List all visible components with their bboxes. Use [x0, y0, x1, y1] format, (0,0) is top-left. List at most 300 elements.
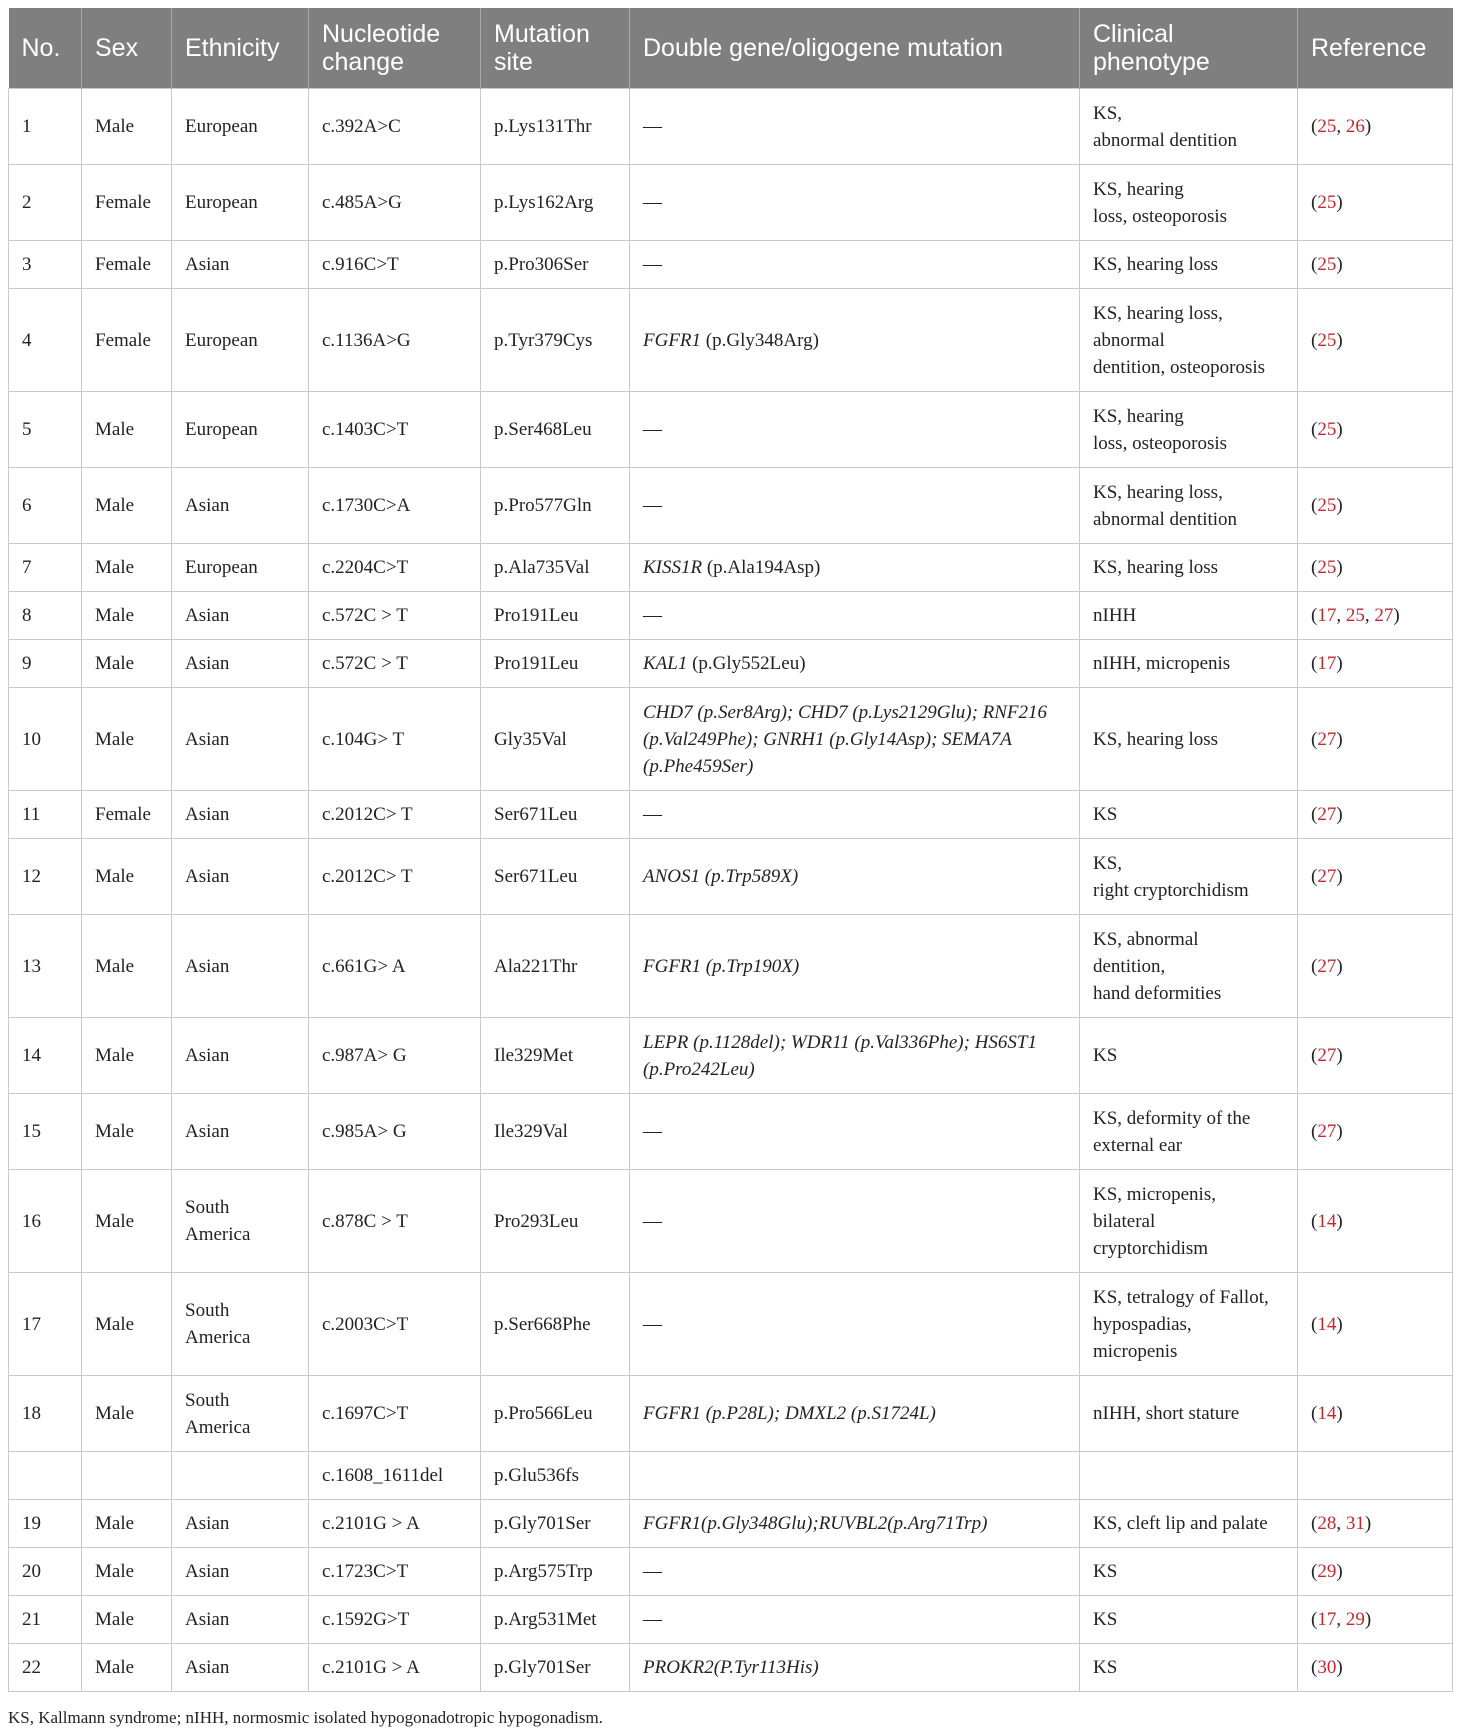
- reference-link[interactable]: 27: [1317, 728, 1337, 750]
- reference-link[interactable]: 25: [1317, 116, 1337, 137]
- cell-sex: Male: [82, 1644, 172, 1692]
- gene-mutation-text: KAL1: [643, 653, 688, 674]
- cell-ethnicity: Asian: [172, 1548, 309, 1596]
- mutation-text: (p.Gly348Arg): [701, 329, 819, 351]
- cell-clinical-phenotype: [1080, 1452, 1298, 1500]
- cell-reference: (29): [1298, 1548, 1453, 1596]
- table-row: [9, 1376, 1453, 1452]
- gene-mutation-text: CHD7 (p.Ser8Arg); CHD7 (p.Lys2129Glu); RNF216 (p.Val249Phe); GNRH1 (p.Gly14Asp); SEMA7A (p.Phe459Ser): [643, 701, 1048, 777]
- cell-sex: Male: [82, 1596, 172, 1644]
- cell-ethnicity: Asian: [172, 468, 309, 544]
- cell-nucleotide-change: c.661G> A: [309, 915, 481, 1018]
- phenotype-line: KS, hearing: [1093, 178, 1184, 200]
- cell-double-gene-mutation: [630, 392, 1080, 468]
- cell-ethnicity: Asian: [172, 791, 309, 839]
- cell-no: 3: [9, 241, 82, 289]
- mutation-table: [8, 8, 1453, 1692]
- cell-reference: (14): [1298, 1273, 1453, 1376]
- table-row: [9, 640, 1453, 688]
- cell-clinical-phenotype: [1080, 688, 1298, 791]
- cell-double-gene-mutation: [630, 1018, 1080, 1094]
- cell-no: 12: [9, 839, 82, 915]
- cell-mutation-site: Ala221Thr: [481, 915, 630, 1018]
- mutation-text: —: [643, 1210, 662, 1232]
- cell-reference: (17, 25, 27): [1298, 592, 1453, 640]
- reference-link[interactable]: 14: [1317, 1313, 1337, 1335]
- cell-nucleotide-change: c.987A> G: [309, 1018, 481, 1094]
- reference-link[interactable]: 28: [1317, 1513, 1337, 1534]
- cell-reference: (27): [1298, 1018, 1453, 1094]
- cell-mutation-site: Ile329Val: [481, 1094, 630, 1170]
- phenotype-line: KS: [1093, 1609, 1118, 1630]
- phenotype-line: bilateral: [1093, 1210, 1156, 1232]
- cell-no: 19: [9, 1500, 82, 1548]
- gene-mutation-text: FGFR1: [643, 329, 702, 351]
- phenotype-line: KS, hearing loss,: [1093, 302, 1223, 324]
- cell-nucleotide-change: c.2012C> T: [309, 791, 481, 839]
- table-row: [9, 915, 1453, 1018]
- phenotype-line: nIHH, short stature: [1093, 1403, 1240, 1424]
- cell-reference: (25): [1298, 289, 1453, 392]
- table-row: [9, 241, 1453, 289]
- cell-nucleotide-change: c.878C > T: [309, 1170, 481, 1273]
- cell-mutation-site: p.Tyr379Cys: [481, 289, 630, 392]
- phenotype-line: abnormal: [1093, 329, 1165, 351]
- phenotype-line: KS: [1093, 1657, 1118, 1678]
- cell-double-gene-mutation: [630, 592, 1080, 640]
- phenotype-line: external ear: [1093, 1134, 1183, 1156]
- cell-double-gene-mutation: [630, 1644, 1080, 1692]
- cell-double-gene-mutation: [630, 1596, 1080, 1644]
- header-sex: Sex: [82, 8, 172, 89]
- phenotype-line: dentition,: [1093, 955, 1166, 977]
- reference-link[interactable]: 27: [1317, 804, 1337, 825]
- gene-mutation-text: ANOS1 (p.Trp589X): [643, 866, 799, 887]
- cell-mutation-site: Pro191Leu: [481, 592, 630, 640]
- reference-link[interactable]: 29: [1345, 1609, 1365, 1630]
- gene-mutation-text: PROKR2(P.Tyr113His): [643, 1657, 819, 1678]
- cell-no: [9, 1452, 82, 1500]
- header-mutation-site: Mutation site: [481, 8, 630, 89]
- cell-sex: Male: [82, 392, 172, 468]
- cell-ethnicity: Asian: [172, 1644, 309, 1692]
- cell-double-gene-mutation: [630, 791, 1080, 839]
- reference-link[interactable]: 25: [1345, 605, 1365, 626]
- cell-ethnicity: Asian: [172, 1018, 309, 1094]
- cell-sex: Male: [82, 1376, 172, 1452]
- cell-nucleotide-change: c.1723C>T: [309, 1548, 481, 1596]
- cell-reference: [1298, 1452, 1453, 1500]
- cell-mutation-site: Ser671Leu: [481, 791, 630, 839]
- gene-mutation-text: KISS1R: [643, 557, 703, 578]
- cell-nucleotide-change: c.916C>T: [309, 241, 481, 289]
- cell-clinical-phenotype: [1080, 289, 1298, 392]
- cell-reference: (27): [1298, 1094, 1453, 1170]
- cell-no: 14: [9, 1018, 82, 1094]
- phenotype-line: KS: [1093, 804, 1118, 825]
- reference-link[interactable]: 25: [1317, 254, 1337, 275]
- mutation-text: —: [643, 605, 662, 626]
- cell-sex: [82, 1452, 172, 1500]
- cell-mutation-site: Pro191Leu: [481, 640, 630, 688]
- cell-sex: Male: [82, 1273, 172, 1376]
- cell-sex: Male: [82, 468, 172, 544]
- table-row: [9, 1596, 1453, 1644]
- reference-link[interactable]: 27: [1317, 1121, 1337, 1142]
- table-row: [9, 289, 1453, 392]
- cell-clinical-phenotype: [1080, 915, 1298, 1018]
- cell-nucleotide-change: c.485A>G: [309, 165, 481, 241]
- table-row: [9, 544, 1453, 592]
- cell-mutation-site: Gly35Val: [481, 688, 630, 791]
- cell-clinical-phenotype: [1080, 1170, 1298, 1273]
- cell-double-gene-mutation: [630, 1094, 1080, 1170]
- cell-ethnicity: Asian: [172, 1596, 309, 1644]
- phenotype-line: micropenis: [1093, 1340, 1178, 1362]
- cell-no: 10: [9, 688, 82, 791]
- mutation-text: —: [643, 1313, 662, 1335]
- cell-double-gene-mutation: [630, 915, 1080, 1018]
- cell-reference: (25): [1298, 544, 1453, 592]
- cell-mutation-site: p.Gly701Ser: [481, 1500, 630, 1548]
- cell-nucleotide-change: c.1608_1611del: [309, 1452, 481, 1500]
- phenotype-line: hypospadias,: [1093, 1313, 1192, 1335]
- cell-clinical-phenotype: [1080, 392, 1298, 468]
- cell-reference: (27): [1298, 791, 1453, 839]
- reference-link[interactable]: 14: [1317, 1210, 1337, 1232]
- cell-double-gene-mutation: [630, 1500, 1080, 1548]
- phenotype-line: KS, tetralogy of Fallot,: [1093, 1286, 1269, 1308]
- table-row: [9, 1094, 1453, 1170]
- cell-nucleotide-change: c.1697C>T: [309, 1376, 481, 1452]
- header-clinical-phenotype: Clinical phenotype: [1080, 8, 1298, 89]
- cell-reference: (25): [1298, 165, 1453, 241]
- mutation-text: —: [643, 495, 662, 516]
- phenotype-line: KS, hearing: [1093, 405, 1184, 427]
- cell-reference: (14): [1298, 1376, 1453, 1452]
- cell-nucleotide-change: c.104G> T: [309, 688, 481, 791]
- table-row: [9, 1273, 1453, 1376]
- gene-mutation-text: LEPR (p.1128del); WDR11 (p.Val336Phe); HS6ST1 (p.Pro242Leu): [643, 1031, 1037, 1080]
- cell-ethnicity: South America: [172, 1273, 309, 1376]
- cell-nucleotide-change: c.2101G > A: [309, 1644, 481, 1692]
- cell-clinical-phenotype: [1080, 592, 1298, 640]
- cell-clinical-phenotype: [1080, 1596, 1298, 1644]
- cell-mutation-site: p.Ser468Leu: [481, 392, 630, 468]
- cell-mutation-site: p.Lys162Arg: [481, 165, 630, 241]
- header-reference: Reference: [1298, 8, 1453, 89]
- table-row: [9, 1548, 1453, 1596]
- cell-ethnicity: Asian: [172, 1500, 309, 1548]
- cell-mutation-site: p.Ala735Val: [481, 544, 630, 592]
- reference-link[interactable]: 17: [1317, 653, 1337, 674]
- reference-link[interactable]: 30: [1317, 1657, 1337, 1678]
- cell-ethnicity: [172, 1452, 309, 1500]
- cell-ethnicity: Asian: [172, 839, 309, 915]
- reference-link[interactable]: 26: [1345, 116, 1365, 137]
- cell-ethnicity: European: [172, 165, 309, 241]
- cell-sex: Female: [82, 289, 172, 392]
- phenotype-line: abnormal dentition: [1093, 508, 1238, 530]
- cell-sex: Male: [82, 1548, 172, 1596]
- cell-sex: Male: [82, 640, 172, 688]
- cell-double-gene-mutation: [630, 1548, 1080, 1596]
- cell-nucleotide-change: c.1136A>G: [309, 289, 481, 392]
- cell-no: 9: [9, 640, 82, 688]
- cell-reference: (14): [1298, 1170, 1453, 1273]
- cell-no: 4: [9, 289, 82, 392]
- gene-mutation-text: FGFR1(p.Gly348Glu);RUVBL2(p.Arg71Trp): [643, 1513, 988, 1534]
- cell-double-gene-mutation: [630, 839, 1080, 915]
- reference-link[interactable]: 25: [1317, 495, 1337, 516]
- reference-link[interactable]: 27: [1374, 605, 1394, 626]
- cell-clinical-phenotype: [1080, 1644, 1298, 1692]
- cell-no: 15: [9, 1094, 82, 1170]
- cell-mutation-site: p.Gly701Ser: [481, 1644, 630, 1692]
- cell-mutation-site: p.Arg531Met: [481, 1596, 630, 1644]
- mutation-text: —: [643, 419, 662, 440]
- reference-link[interactable]: 25: [1317, 419, 1337, 440]
- cell-nucleotide-change: c.1592G>T: [309, 1596, 481, 1644]
- reference-link[interactable]: 25: [1317, 329, 1337, 351]
- cell-double-gene-mutation: [630, 1376, 1080, 1452]
- cell-reference: (25): [1298, 241, 1453, 289]
- cell-nucleotide-change: c.2101G > A: [309, 1500, 481, 1548]
- phenotype-line: KS, hearing loss,: [1093, 481, 1223, 503]
- cell-no: 2: [9, 165, 82, 241]
- cell-no: 21: [9, 1596, 82, 1644]
- phenotype-line: abnormal dentition: [1093, 129, 1238, 151]
- cell-no: 5: [9, 392, 82, 468]
- phenotype-line: KS, hearing loss: [1093, 728, 1219, 750]
- phenotype-line: nIHH, micropenis: [1093, 653, 1231, 674]
- cell-sex: Male: [82, 915, 172, 1018]
- cell-sex: Male: [82, 1170, 172, 1273]
- cell-double-gene-mutation: [630, 241, 1080, 289]
- cell-reference: (27): [1298, 915, 1453, 1018]
- cell-nucleotide-change: c.2204C>T: [309, 544, 481, 592]
- phenotype-line: nIHH: [1093, 605, 1137, 626]
- cell-reference: (17, 29): [1298, 1596, 1453, 1644]
- cell-clinical-phenotype: [1080, 544, 1298, 592]
- cell-reference: (30): [1298, 1644, 1453, 1692]
- cell-double-gene-mutation: [630, 89, 1080, 165]
- mutation-text: —: [643, 1121, 662, 1142]
- phenotype-line: KS, deformity of the: [1093, 1107, 1251, 1129]
- mutation-text: (p.Gly552Leu): [687, 653, 806, 674]
- table-row: [9, 688, 1453, 791]
- cell-sex: Male: [82, 688, 172, 791]
- cell-mutation-site: p.Pro577Gln: [481, 468, 630, 544]
- cell-mutation-site: p.Arg575Trp: [481, 1548, 630, 1596]
- cell-clinical-phenotype: [1080, 1548, 1298, 1596]
- cell-nucleotide-change: c.1403C>T: [309, 392, 481, 468]
- cell-sex: Male: [82, 1094, 172, 1170]
- mutation-text: (p.Ala194Asp): [702, 557, 821, 578]
- gene-mutation-text: FGFR1 (p.P28L); DMXL2 (p.S1724L): [643, 1403, 936, 1424]
- cell-clinical-phenotype: [1080, 1273, 1298, 1376]
- cell-no: 22: [9, 1644, 82, 1692]
- gene-mutation-text: FGFR1 (p.Trp190X): [643, 955, 800, 977]
- cell-double-gene-mutation: [630, 544, 1080, 592]
- reference-link[interactable]: 29: [1317, 1561, 1337, 1582]
- cell-nucleotide-change: c.1730C>A: [309, 468, 481, 544]
- cell-no: 8: [9, 592, 82, 640]
- cell-clinical-phenotype: [1080, 1094, 1298, 1170]
- table-row: [9, 791, 1453, 839]
- phenotype-line: KS, abnormal: [1093, 928, 1199, 950]
- table-row: [9, 1170, 1453, 1273]
- cell-mutation-site: p.Lys131Thr: [481, 89, 630, 165]
- cell-no: 20: [9, 1548, 82, 1596]
- cell-ethnicity: South America: [172, 1170, 309, 1273]
- table-row: [9, 468, 1453, 544]
- cell-reference: (17): [1298, 640, 1453, 688]
- mutation-text: —: [643, 804, 662, 825]
- phenotype-line: KS,: [1093, 102, 1123, 124]
- cell-no: 17: [9, 1273, 82, 1376]
- reference-link[interactable]: 17: [1317, 1609, 1337, 1630]
- phenotype-line: KS, hearing loss: [1093, 557, 1219, 578]
- phenotype-line: KS, micropenis,: [1093, 1183, 1216, 1205]
- reference-link[interactable]: 25: [1317, 192, 1337, 213]
- mutation-text: —: [643, 192, 662, 213]
- cell-sex: Female: [82, 165, 172, 241]
- cell-reference: (25): [1298, 468, 1453, 544]
- cell-clinical-phenotype: [1080, 165, 1298, 241]
- reference-link[interactable]: 27: [1317, 1045, 1337, 1066]
- cell-ethnicity: European: [172, 392, 309, 468]
- cell-mutation-site: p.Ser668Phe: [481, 1273, 630, 1376]
- phenotype-line: KS, cleft lip and palate: [1093, 1513, 1268, 1534]
- cell-no: 7: [9, 544, 82, 592]
- cell-ethnicity: European: [172, 544, 309, 592]
- cell-double-gene-mutation: [630, 165, 1080, 241]
- table-row: [9, 839, 1453, 915]
- cell-no: 11: [9, 791, 82, 839]
- cell-sex: Male: [82, 592, 172, 640]
- table-row: [9, 89, 1453, 165]
- table-row: [9, 1644, 1453, 1692]
- cell-reference: (25, 26): [1298, 89, 1453, 165]
- mutation-text: —: [643, 116, 662, 137]
- phenotype-line: KS,: [1093, 852, 1123, 874]
- cell-nucleotide-change: c.392A>C: [309, 89, 481, 165]
- cell-ethnicity: Asian: [172, 915, 309, 1018]
- mutation-text: —: [643, 1561, 662, 1582]
- cell-double-gene-mutation: [630, 1273, 1080, 1376]
- cell-mutation-site: p.Pro566Leu: [481, 1376, 630, 1452]
- cell-double-gene-mutation: [630, 1170, 1080, 1273]
- cell-ethnicity: Asian: [172, 1094, 309, 1170]
- reference-link[interactable]: 31: [1345, 1513, 1365, 1534]
- mutation-text: —: [643, 254, 662, 275]
- cell-ethnicity: South America: [172, 1376, 309, 1452]
- table-row: [9, 1500, 1453, 1548]
- cell-clinical-phenotype: [1080, 1376, 1298, 1452]
- phenotype-line: cryptorchidism: [1093, 1237, 1209, 1259]
- cell-nucleotide-change: c.2003C>T: [309, 1273, 481, 1376]
- reference-link[interactable]: 17: [1317, 605, 1337, 626]
- reference-link[interactable]: 27: [1317, 866, 1337, 887]
- phenotype-line: KS: [1093, 1561, 1118, 1582]
- cell-nucleotide-change: c.572C > T: [309, 592, 481, 640]
- cell-sex: Male: [82, 839, 172, 915]
- cell-sex: Female: [82, 791, 172, 839]
- phenotype-line: loss, osteoporosis: [1093, 205, 1228, 227]
- cell-double-gene-mutation: [630, 289, 1080, 392]
- cell-no: 13: [9, 915, 82, 1018]
- reference-link[interactable]: 14: [1317, 1403, 1337, 1424]
- phenotype-line: dentition, osteoporosis: [1093, 356, 1266, 378]
- cell-clinical-phenotype: [1080, 1500, 1298, 1548]
- cell-double-gene-mutation: [630, 688, 1080, 791]
- cell-reference: (27): [1298, 688, 1453, 791]
- table-row: [9, 392, 1453, 468]
- cell-ethnicity: Asian: [172, 592, 309, 640]
- phenotype-line: right cryptorchidism: [1093, 879, 1249, 901]
- header-no: No.: [9, 8, 82, 89]
- cell-ethnicity: Asian: [172, 241, 309, 289]
- cell-sex: Male: [82, 1018, 172, 1094]
- cell-clinical-phenotype: [1080, 1018, 1298, 1094]
- table-row: [9, 1452, 1453, 1500]
- reference-link[interactable]: 25: [1317, 557, 1337, 578]
- footnote: KS, Kallmann syndrome; nIHH, normosmic isolated hypogonadotropic hypogonadism.: [8, 1708, 603, 1727]
- cell-clinical-phenotype: [1080, 640, 1298, 688]
- cell-mutation-site: p.Pro306Ser: [481, 241, 630, 289]
- cell-sex: Female: [82, 241, 172, 289]
- cell-reference: (25): [1298, 392, 1453, 468]
- cell-mutation-site: Pro293Leu: [481, 1170, 630, 1273]
- cell-no: 1: [9, 89, 82, 165]
- cell-clinical-phenotype: [1080, 468, 1298, 544]
- reference-link[interactable]: 27: [1317, 955, 1337, 977]
- header-double-gene-mutation: Double gene/oligogene mutation: [630, 8, 1080, 89]
- cell-sex: Male: [82, 89, 172, 165]
- cell-clinical-phenotype: [1080, 839, 1298, 915]
- cell-reference: (27): [1298, 839, 1453, 915]
- mutation-text: —: [643, 1609, 662, 1630]
- cell-sex: Male: [82, 1500, 172, 1548]
- phenotype-line: KS, hearing loss: [1093, 254, 1219, 275]
- phenotype-line: hand deformities: [1093, 982, 1222, 1004]
- cell-clinical-phenotype: [1080, 241, 1298, 289]
- cell-clinical-phenotype: [1080, 89, 1298, 165]
- cell-mutation-site: Ile329Met: [481, 1018, 630, 1094]
- cell-nucleotide-change: c.985A> G: [309, 1094, 481, 1170]
- cell-double-gene-mutation: [630, 468, 1080, 544]
- cell-clinical-phenotype: [1080, 791, 1298, 839]
- cell-ethnicity: European: [172, 289, 309, 392]
- cell-no: 16: [9, 1170, 82, 1273]
- cell-no: 18: [9, 1376, 82, 1452]
- header-row: [9, 8, 1453, 89]
- cell-double-gene-mutation: [630, 1452, 1080, 1500]
- table-body: [9, 89, 1453, 1692]
- cell-ethnicity: Asian: [172, 640, 309, 688]
- phenotype-line: KS: [1093, 1045, 1118, 1066]
- cell-no: 6: [9, 468, 82, 544]
- cell-mutation-site: Ser671Leu: [481, 839, 630, 915]
- cell-reference: (28, 31): [1298, 1500, 1453, 1548]
- cell-nucleotide-change: c.572C > T: [309, 640, 481, 688]
- table-row: [9, 592, 1453, 640]
- cell-ethnicity: Asian: [172, 688, 309, 791]
- table-row: [9, 1018, 1453, 1094]
- cell-mutation-site: p.Glu536fs: [481, 1452, 630, 1500]
- cell-ethnicity: European: [172, 89, 309, 165]
